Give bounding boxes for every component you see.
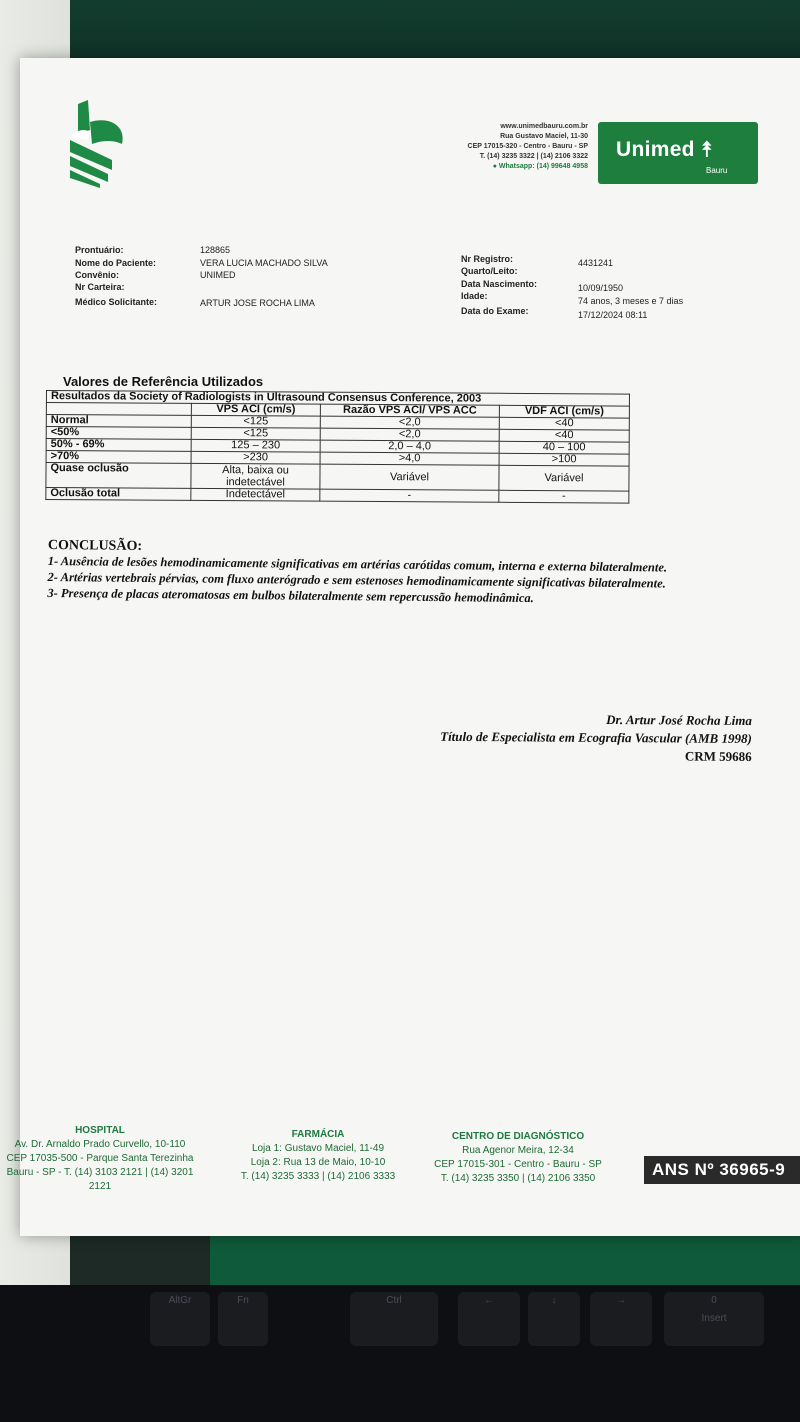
table-cell: - <box>320 489 499 502</box>
doctor-title: Título de Especialista em Ecografia Vascular (AMB 1998) <box>440 728 752 746</box>
unimed-city: Bauru <box>706 166 728 175</box>
key-down: ↓ <box>528 1292 580 1346</box>
registro-label: Nr Registro: <box>461 254 514 264</box>
hospital-line: CEP 17035-500 - Parque Santa Terezinha <box>6 1153 194 1164</box>
hospital-title: HOSPITAL <box>75 1125 125 1136</box>
registro-value: 4431241 <box>578 258 614 268</box>
carteira-label: Nr Carteira: <box>75 282 125 292</box>
table-header: VDF ACI (cm/s) <box>499 405 629 418</box>
address-text: Rua Gustavo Maciel, 11-30 <box>500 133 588 140</box>
phone-text: T. (14) 3235 3322 | (14) 2106 3322 <box>479 153 588 160</box>
doctor-name: Dr. Artur José Rocha Lima <box>606 711 752 728</box>
doctor-crm: CRM 59686 <box>684 748 752 764</box>
farmacia-line: Loja 1: Gustavo Maciel, 11-49 <box>251 1143 385 1154</box>
prontuario-label: Prontuário: <box>75 245 124 255</box>
idade-value: 74 anos, 3 meses e 7 dias <box>578 296 684 306</box>
prontuario-value: 128865 <box>200 245 231 255</box>
reference-table <box>45 390 630 504</box>
table-cell: Oclusão total <box>46 488 191 501</box>
table-cell: <2,0 <box>320 416 499 429</box>
table-header: VPS ACI (cm/s) <box>191 403 320 416</box>
reference-title: Valores de Referência Utilizados <box>63 374 264 389</box>
cep-text: CEP 17015-320 - Centro - Bauru - SP <box>467 143 588 150</box>
footer-hospital <box>0 1124 200 1194</box>
table-cell: <40 <box>499 417 629 430</box>
quarto-label: Quarto/Leito: <box>461 266 518 276</box>
table-cell: <2,0 <box>320 428 499 441</box>
table-cell: <125 <box>191 427 320 440</box>
table-cell: 40 – 100 <box>499 441 629 454</box>
table-header: Razão VPS ACI/ VPS ACC <box>320 404 499 417</box>
website-text: www.unimedbauru.com.br <box>500 123 588 130</box>
convenio-label: Convênio: <box>75 270 119 280</box>
farmacia-title: FARMÁCIA <box>291 1129 345 1140</box>
key-altgr: AltGr <box>150 1292 210 1346</box>
key-left: ← <box>458 1292 520 1346</box>
table-cell: Variável <box>320 464 499 490</box>
convenio-value: UNIMED <box>200 270 236 280</box>
exame-value: 17/12/2024 08:11 <box>578 310 648 320</box>
table-cell: >4,0 <box>320 452 499 465</box>
table-cell: 125 – 230 <box>191 439 320 452</box>
nome-value: VERA LUCIA MACHADO SILVA <box>200 258 328 268</box>
key-insert: 0 Insert <box>664 1292 764 1346</box>
exame-label: Data do Exame: <box>461 306 529 316</box>
table-cell: >230 <box>191 451 320 464</box>
header-contact <box>400 122 588 172</box>
footer-farmacia <box>228 1128 408 1184</box>
unimed-leaf-logo <box>70 100 130 188</box>
key-ctrl: Ctrl <box>350 1292 438 1346</box>
signature-block <box>380 709 752 766</box>
table-cell: - <box>499 490 629 503</box>
conclusion-item: 3- Presença de placas ateromatosas em bulbos bilateralmente sem repercussão hemodinâmica. <box>47 585 534 606</box>
key-right: → <box>590 1292 652 1346</box>
conclusion-item: 2- Artérias vertebrais pérvias, com fluxo anterógrado e sem estenoses hemodinamicamente significativas bilateralmente. <box>47 569 666 591</box>
hospital-line: Av. Dr. Arnaldo Prado Curvello, 10-110 <box>14 1139 186 1150</box>
footer-centro <box>420 1130 616 1186</box>
farmacia-line: Loja 2: Rua 13 de Maio, 10-10 <box>250 1157 386 1168</box>
conclusion-section <box>47 538 748 609</box>
farmacia-line: T. (14) 3235 3333 | (14) 2106 3333 <box>240 1171 396 1182</box>
unimed-brand-box <box>598 122 758 184</box>
centro-line: CEP 17015-301 - Centro - Bauru - SP <box>434 1159 602 1170</box>
hospital-line: Bauru - SP - T. (14) 3103 2121 | (14) 3201 2121 <box>6 1167 194 1192</box>
nascimento-label: Data Nascimento: <box>461 279 538 289</box>
medico-label: Médico Solicitante: <box>75 297 158 307</box>
table-cell: >70% <box>46 451 191 464</box>
table-cell: Quase oclusão <box>46 463 191 489</box>
table-caption: Resultados da Society of Radiologists in Ultrasound Consensus Conference, 2003 <box>46 391 629 407</box>
medico-value: ARTUR JOSE ROCHA LIMA <box>200 298 315 308</box>
table-cell: Indetectável <box>191 488 320 501</box>
key-fn: Fn <box>218 1292 268 1346</box>
nascimento-value: 10/09/1950 <box>578 283 624 293</box>
table-cell: Variável <box>499 465 629 491</box>
table-cell: 2,0 – 4,0 <box>320 440 499 453</box>
conclusion-item: 1- Ausência de lesões hemodinamicamente significativas em artérias carótidas comum, interna e externa bilateralmente. <box>47 553 668 575</box>
whatsapp-text: ● Whatsapp: (14) 99648 4958 <box>492 163 588 170</box>
table-cell: <40 <box>499 429 629 442</box>
table-cell: Alta, baixa ou indetectável <box>191 463 320 489</box>
document-page <box>20 58 800 1236</box>
centro-line: T. (14) 3235 3350 | (14) 2106 3350 <box>440 1173 596 1184</box>
table-cell: Normal <box>46 415 191 428</box>
ans-badge: ANS Nº 36965-9 <box>644 1156 800 1184</box>
table-cell: <125 <box>191 415 320 428</box>
conclusion-title: CONCLUSÃO: <box>47 538 143 554</box>
centro-line: Rua Agenor Meira, 12-34 <box>462 1145 574 1156</box>
nome-label: Nome do Paciente: <box>75 258 157 268</box>
table-cell: >100 <box>499 453 629 466</box>
table-row <box>46 463 629 492</box>
idade-label: Idade: <box>461 291 488 301</box>
table-cell: 50% - 69% <box>46 439 191 452</box>
unimed-name: Unimed ⯭ <box>616 138 714 161</box>
unimed-tree-icon: ⯭ <box>700 138 714 161</box>
table-cell: <50% <box>46 427 191 440</box>
centro-title: CENTRO DE DIAGNÓSTICO <box>451 1131 585 1142</box>
